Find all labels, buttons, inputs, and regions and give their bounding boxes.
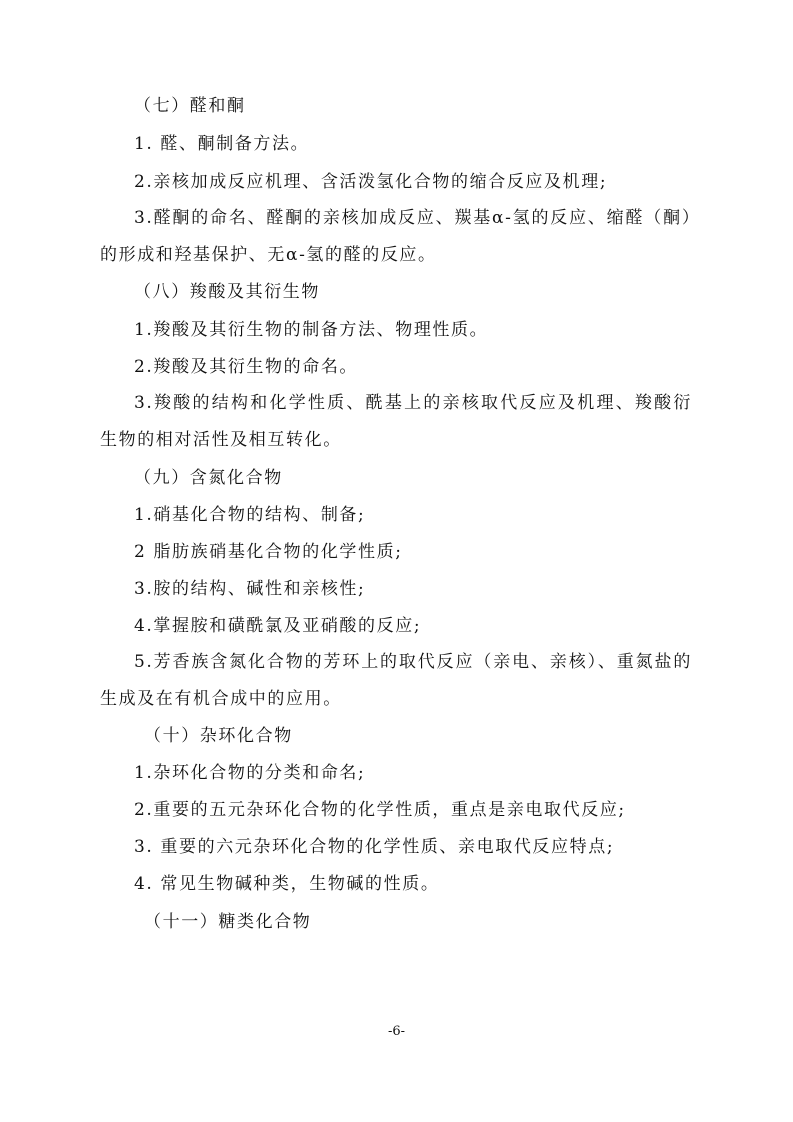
list-item: 2 脂肪族硝基化合物的化学性质;	[134, 542, 403, 562]
list-item: 1.硝基化合物的结构、制备;	[134, 505, 366, 525]
list-item: 1.羧酸及其衍生物的制备方法、物理性质。	[134, 320, 489, 340]
list-item: 4. 常见生物碱种类，生物碱的性质。	[134, 874, 440, 894]
list-item: 2.羧酸及其衍生物的命名。	[134, 357, 359, 377]
section-heading-9: （九）含氮化合物	[134, 468, 283, 488]
section-heading-7: （七）醛和酮	[134, 96, 246, 116]
list-item: 2.重要的五元杂环化合物的化学性质，重点是亲电取代反应;	[134, 800, 626, 820]
list-item: 1. 醛、酮制备方法。	[134, 134, 310, 154]
list-item: 3.醛酮的命名、醛酮的亲核加成反应、羰基α-氢的反应、缩醛（酮）的形成和羟基保护、无α-氢的醛的反应。	[100, 208, 692, 265]
section-heading-8: （八）羧酸及其衍生物	[134, 282, 320, 302]
page-number: -6-	[387, 1024, 406, 1039]
list-item: 4.掌握胺和磺酰氯及亚硝酸的反应;	[134, 616, 422, 636]
list-item: 3.胺的结构、碱性和亲核性;	[134, 579, 366, 599]
section-heading-11: （十一）糖类化合物	[144, 912, 312, 932]
list-item: 3. 重要的六元杂环化合物的化学性质、亲电取代反应特点;	[134, 837, 615, 857]
list-item: 5.芳香族含氮化合物的芳环上的取代反应（亲电、亲核）、重氮盐的生成及在有机合成中的应用。	[100, 652, 692, 709]
list-item: 1.杂环化合物的分类和命名;	[134, 763, 366, 783]
list-item: 2.亲核加成反应机理、含活泼氢化合物的缩合反应及机理;	[134, 172, 608, 192]
list-item: 3.羧酸的结构和化学性质、酰基上的亲核取代反应及机理、羧酸衍生物的相对活性及相互转化。	[100, 393, 692, 450]
section-heading-10: （十）杂环化合物	[144, 726, 293, 746]
